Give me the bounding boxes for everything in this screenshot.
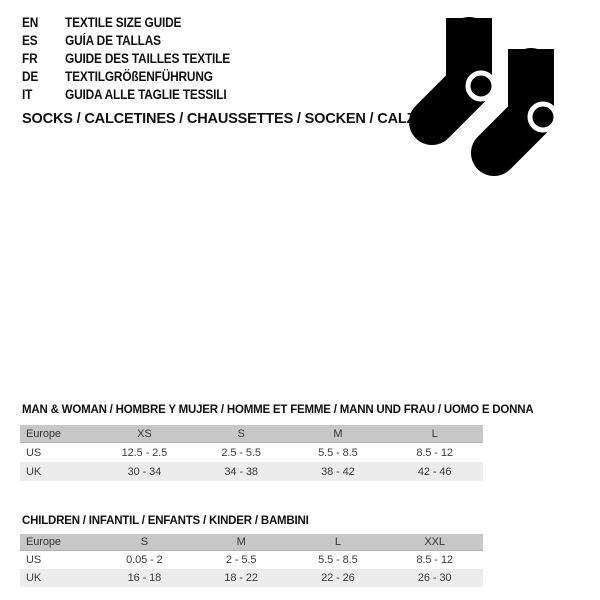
size-value: 34 - 38 <box>193 462 290 481</box>
size-value: 26 - 30 <box>386 569 483 587</box>
language-row-it <box>22 86 253 104</box>
size-table-adults <box>20 403 534 481</box>
column-header-size: L <box>290 534 387 551</box>
size-value: 22 - 26 <box>290 569 387 587</box>
language-code: FR <box>22 51 38 66</box>
language-label: GUIDE DES TAILLES TEXTILE <box>65 51 231 66</box>
language-label: GUÍA DE TALLAS <box>65 33 161 48</box>
table-title-children: CHILDREN / INFANTIL / ENFANTS / KINDER / BAMBINI <box>22 515 309 527</box>
size-value: 42 - 46 <box>386 462 483 481</box>
size-grid-adults <box>20 425 483 481</box>
size-value: 2 - 5.5 <box>225 554 257 566</box>
size-value: 5.5 - 8.5 <box>318 446 358 459</box>
column-header-size: S <box>193 425 290 443</box>
size-value: 18 - 22 <box>193 569 290 587</box>
row-label-uk: UK <box>20 569 96 587</box>
column-header-region: Europe <box>20 534 96 551</box>
language-label: GUIDA ALLE TAGLIE TESSILI <box>65 87 227 102</box>
size-value: 16 - 18 <box>96 569 193 587</box>
size-grid-children <box>20 534 483 587</box>
row-label-us: US <box>26 446 42 459</box>
heel-ring <box>468 73 494 99</box>
table-title-adults: MAN & WOMAN / HOMBRE Y MUJER / HOMME ET FEMME / MANN UND FRAU / UOMO E DONNA <box>22 404 534 416</box>
language-list <box>22 14 253 104</box>
column-header-size: M <box>193 534 290 551</box>
language-code: ES <box>22 33 38 48</box>
size-value: 38 - 42 <box>290 462 387 481</box>
category-title: SOCKS / CALCETINES / CHAUSSETTES / SOCKEN / CALZINI <box>22 110 434 127</box>
language-label: TEXTILGRÖßENFÜHRUNG <box>65 69 213 84</box>
column-header-size: L <box>386 425 483 443</box>
language-label: TEXTILE SIZE GUIDE <box>65 15 182 30</box>
column-header-size: XS <box>96 425 193 443</box>
language-row-fr <box>22 50 253 68</box>
size-value: 8.5 - 12 <box>416 554 453 566</box>
row-label-us: US <box>26 554 42 566</box>
language-row-en <box>22 14 253 32</box>
language-code: EN <box>22 15 39 30</box>
column-header-size: M <box>290 425 387 443</box>
size-value: 2.5 - 5.5 <box>221 446 261 459</box>
sock-front <box>494 49 556 153</box>
language-row-de <box>22 68 253 86</box>
size-table-children <box>20 514 483 587</box>
size-value: 5.5 - 8.5 <box>318 554 358 566</box>
size-value: 12.5 - 2.5 <box>121 446 168 459</box>
size-value: 0.05 - 2 <box>126 554 163 566</box>
column-header-size: XXL <box>386 534 483 551</box>
heel-ring <box>530 104 556 130</box>
language-code: IT <box>22 87 33 102</box>
row-label-uk: UK <box>20 462 96 481</box>
language-row-es <box>22 32 253 50</box>
sock-back <box>432 18 494 122</box>
column-header-size: S <box>96 534 193 551</box>
size-value: 30 - 34 <box>96 462 193 481</box>
column-header-region: Europe <box>20 425 96 443</box>
size-value: 8.5 - 12 <box>416 446 453 459</box>
language-code: DE <box>22 69 39 84</box>
